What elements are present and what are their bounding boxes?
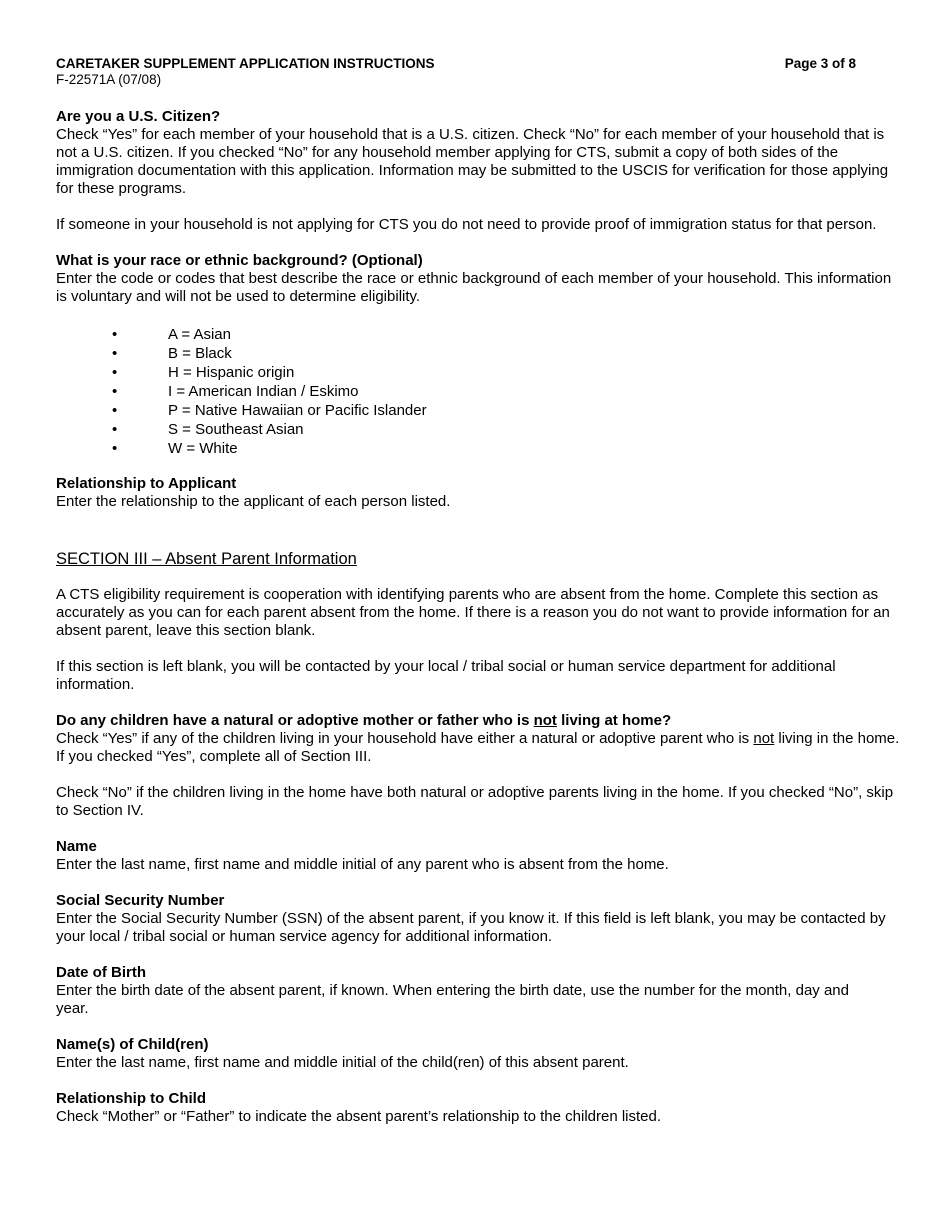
relationship-paragraph: Enter the relationship to the applicant of each person listed. bbox=[56, 493, 451, 510]
list-item: • A = Asian bbox=[56, 325, 901, 344]
field-relationship-child-heading: Relationship to Child bbox=[56, 1090, 206, 1107]
field-name-text: Enter the last name, first name and middle initial of any parent who is absent from the home. bbox=[56, 856, 669, 873]
section-3-title: SECTION III – Absent Parent Information bbox=[56, 550, 357, 568]
form-number: F-22571A (07/08) bbox=[56, 72, 162, 87]
relationship-heading: Relationship to Applicant bbox=[56, 475, 237, 492]
field-ssn-heading: Social Security Number bbox=[56, 892, 225, 909]
section-3-paragraph-1: A CTS eligibility requirement is cooperation with identifying parents who are absent from the home. Complete this section as accurately as you can for each parent absent from the home. If there is a reason you do not want to provide information for an absent parent, leave this section blank. bbox=[56, 586, 890, 639]
list-item: • B = Black bbox=[56, 344, 901, 363]
bullet-icon: • bbox=[112, 421, 118, 438]
field-name-heading: Name bbox=[56, 838, 97, 855]
list-item: • I = American Indian / Eskimo bbox=[56, 382, 901, 401]
race-code-list bbox=[56, 325, 901, 458]
field-children-text: Enter the last name, first name and middle initial of the child(ren) of this absent parent. bbox=[56, 1054, 629, 1071]
absent-parent-no-paragraph: Check “No” if the children living in the home have both natural or adoptive parents living in the home. If you checked “No”, skip to Section IV. bbox=[56, 784, 894, 819]
field-ssn-text: Enter the Social Security Number (SSN) of the absent parent, if you know it. If this field is left blank, you may be contacted by your local / tribal social or human service agency for additional information. bbox=[56, 910, 886, 945]
absent-parent-question-heading: Do any children have a natural or adoptive mother or father who is not living at home? bbox=[56, 712, 672, 729]
bullet-icon: • bbox=[112, 364, 118, 381]
bullet-icon: • bbox=[112, 402, 118, 419]
race-heading: What is your race or ethnic background? (Optional) bbox=[56, 252, 423, 269]
bullet-icon: • bbox=[112, 440, 118, 457]
citizen-heading: Are you a U.S. Citizen? bbox=[56, 108, 221, 125]
page-header bbox=[56, 56, 856, 72]
section-3-paragraph-2: If this section is left blank, you will be contacted by your local / tribal social or human service department for additional information. bbox=[56, 658, 836, 693]
page-number: Page 3 of 8 bbox=[784, 56, 856, 71]
citizen-paragraph-2: If someone in your household is not applying for CTS you do not need to provide proof of immigration status for that person. bbox=[56, 216, 877, 233]
list-item: • W = White bbox=[56, 439, 901, 458]
bullet-icon: • bbox=[112, 326, 118, 343]
document-page bbox=[56, 56, 901, 1126]
field-children-heading: Name(s) of Child(ren) bbox=[56, 1036, 209, 1053]
bullet-icon: • bbox=[112, 345, 118, 362]
list-item: • H = Hispanic origin bbox=[56, 363, 901, 382]
field-dob-heading: Date of Birth bbox=[56, 964, 146, 981]
list-item: • P = Native Hawaiian or Pacific Islander bbox=[56, 401, 901, 420]
field-relationship-child-text: Check “Mother” or “Father” to indicate the absent parent’s relationship to the children listed. bbox=[56, 1108, 662, 1125]
citizen-paragraph-1: Check “Yes” for each member of your household that is a U.S. citizen. Check “No” for each member of your household that is not a U.S. citizen. If you checked “No” for any household member applying for CTS, submit a copy of both sides of the immigration documentation with this application. Information may be submitted to the USCIS for verification for those applying for these programs. bbox=[56, 126, 889, 197]
absent-parent-yes-paragraph: Check “Yes” if any of the children living in your household have either a natural or adoptive parent who is not living in the home. If you checked “Yes”, complete all of Section III. bbox=[56, 730, 900, 765]
race-paragraph: Enter the code or codes that best describe the race or ethnic background of each member of your household. This information is voluntary and will not be used to determine eligibility. bbox=[56, 270, 892, 305]
document-title: CARETAKER SUPPLEMENT APPLICATION INSTRUCTIONS bbox=[56, 56, 435, 71]
bullet-icon: • bbox=[112, 383, 118, 400]
field-dob-text: Enter the birth date of the absent parent, if known. When entering the birth date, use the number for the month, day and year. bbox=[56, 982, 849, 1017]
list-item: • S = Southeast Asian bbox=[56, 420, 901, 439]
